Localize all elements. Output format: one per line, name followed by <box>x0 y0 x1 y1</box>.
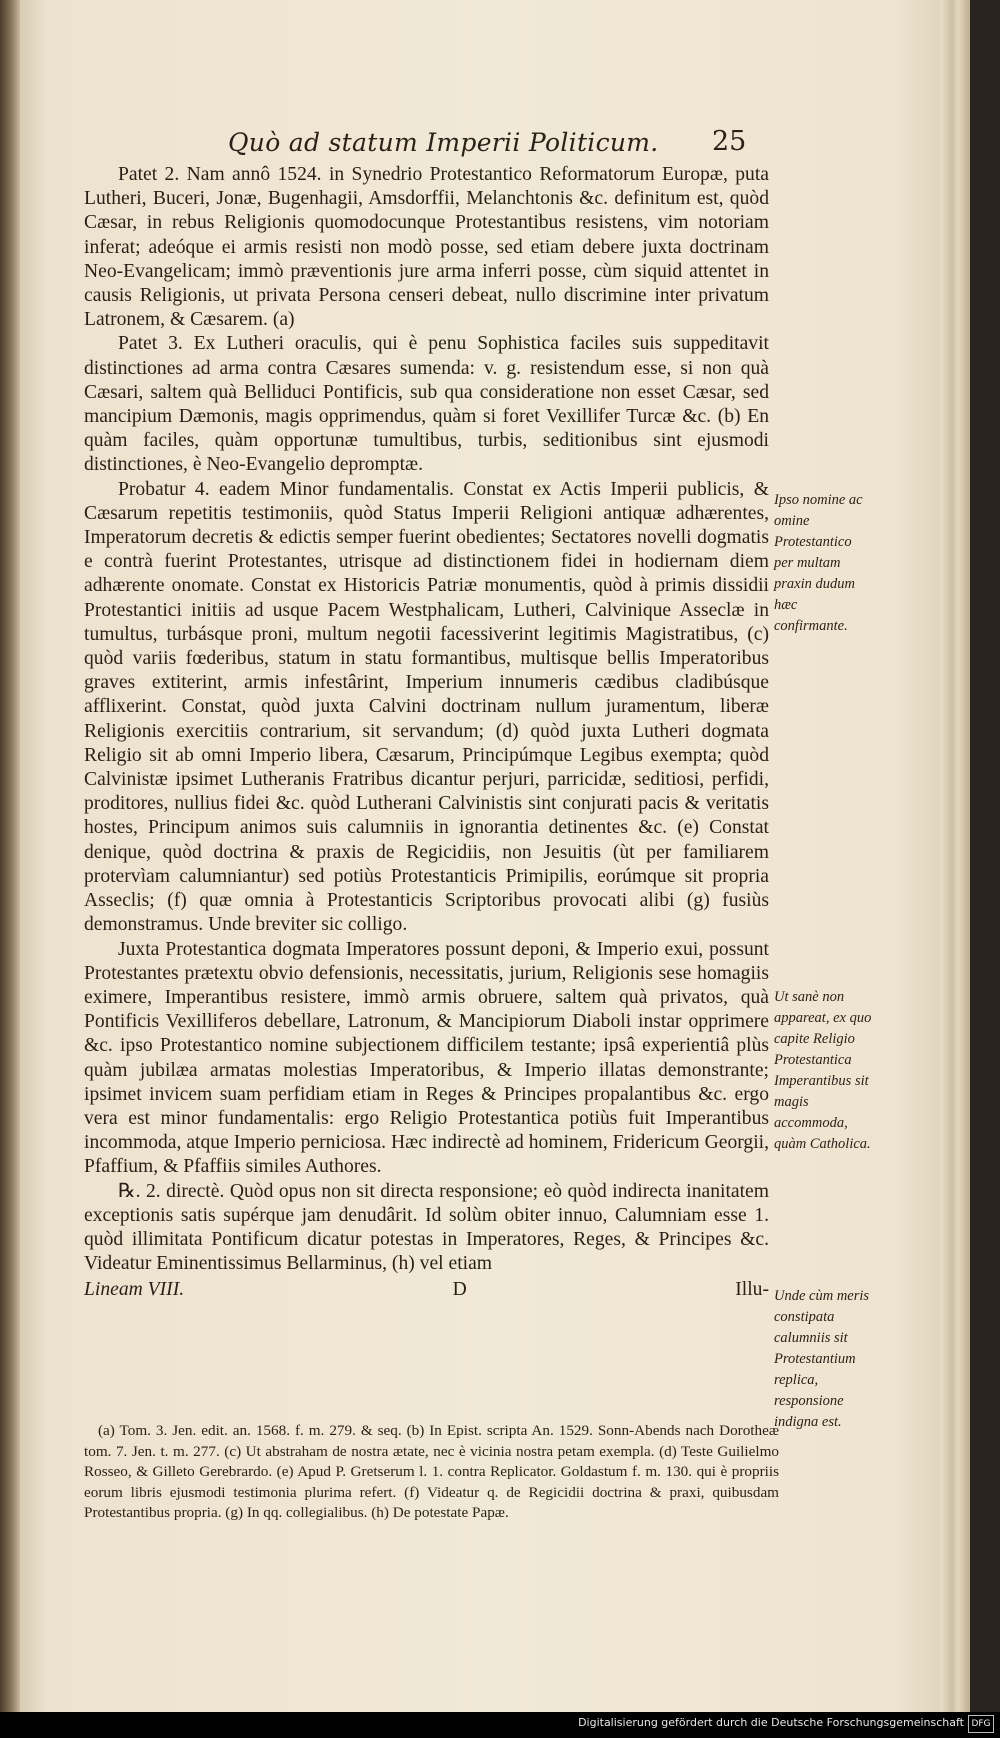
paragraph: Patet 2. Nam annô 1524. in Synedrio Protestantico Reformatorum Europæ, puta Lutheri, Buceri, Jonæ, Bugenhagii, Amsdorffii, Melanchtonis &c. definitum est, quòd Cæsar, in rebus Religionis quomodocunque Protestantibus resistens, vim notoriam inferat; adeóque ei armis resisti non modò posse, sed etiam debere juxta doctrinam Neo-Evangelicam; immò præventionis jure arma inferri posse, cùm siquid attentet in causis Religionis, ut privata Persona censeri debeat, nullo discrimine inter privatum Latronem, & Cæsarem. (a) <box>84 164 769 331</box>
dfg-logo: DFG <box>968 1715 994 1733</box>
footnotes <box>84 1421 779 1524</box>
margin-note: Unde cùm meris constipata calumniis sit Protestantium replica, responsione indigna est. <box>774 1288 870 1430</box>
page-fore-edge <box>940 0 970 1712</box>
margin-note: Ut sanè non appareat, ex quo capite Religio Protestantica Imperantibus sit magis accommoda, quàm Catholica. <box>774 989 872 1152</box>
page-number: 25 <box>712 126 747 157</box>
funding-credit: Digitalisierung gefördert durch die Deutsche Forschungsgemeinschaft <box>578 1716 964 1729</box>
paragraph: ℞. 2. directè. Quòd opus non sit directa responsione; eò quòd indirecta inanitatem exceptionis satis supérque jam denudârit. Id solùm obiter innuo, Calumniam esse 1. quòd illimitata Pontificum dicatur potestas in Imperatores, Reges, & Principes &c. Videatur Eminentissimus Bellarminus, (h) vel etiam <box>84 1180 769 1275</box>
main-text <box>84 163 769 1303</box>
catchword: Illu- <box>735 1279 769 1301</box>
margin-note: Ipso nomine ac omine Protestantico per multam praxin dudum hæc confirmante. <box>774 492 863 634</box>
paragraph: Probatur 4. eadem Minor fundamentalis. Constat ex Actis Imperii publicis, & Cæsarum repetitis testimoniis, quòd Status Imperii Religioni antiquæ adhærentes, Imperatorum decretis & edictis semper fuerint obedientes; Sectatores novelli dogmatis e contrà fuerint Protestantes, utrisque ad distinctionem fidei in hodiernam diem adhærente onomate. Constat ex Historicis Patriæ monumentis, quòd à primis dissidii Protestantici initiis ad usque Pacem Westphalicam, Lutheri, Calvinique Asseclæ in tumultus, turbásque proni, multum negotii facessiverint legitimis Magistratibus, (c) quòd variis fœderibus, statum in statu formantibus, multisque bellis Imperatoribus graves extiterint, armis infestârint, Imperium innumeris cædibus cladibúsque afflixerint. Constat, quòd juxta Calvini doctrinam nullum juramentum, liberæ Religionis exercitiis contrarium, sit servandum; (d) quòd juxta Lutheri dogmata Religio sit ab omni Imperio libera, Cæsarum, Principúmque Legibus exempta; quòd Calvinistæ ipsimet Lutheranis Fratribus dicantur perjuri, parricidæ, seditiosi, perfidi, proditores, nullius fidei &c. quòd Lutherani Calvinistis sint conjurati pacis & veritatis hostes, Principum animos suis calumniis in ignorantia detinentes &c. (e) Constat denique, quòd doctrina & praxis de Regicidiis, non Jesuitis (ùt per familiarem protervìam calumniantur) sed potiùs Protestanticis Primipilis, eorúmque sit propria Asseclis; (f) quæ omnia à Protestanticis Scriptoribus provocati alibi (g) fusiùs demonstramus. Unde breviter sic colligo. <box>84 478 769 936</box>
book-gutter <box>0 0 20 1712</box>
footnote-block: (a) Tom. 3. Jen. edit. an. 1568. f. m. 279. & seq. (b) In Epist. scripta An. 1529. Sonn-Abends nach Dorotheæ tom. 7. Jen. t. m. 277. (c) Ut abstraham de nostra ætate, nec è vicinia nostra petam exempla. (d) Teste Guilielmo Rosseo, & Gilleto Gerebrardo. (e) Apud P. Gretserum l. 1. contra Replicator. Goldastum f. m. 130. qui è propriis eorum libris ejusmodi testimonia plurima refert. (f) Videatur q. de Regicidii doctrina & praxi, quibusdam Protestantibus propria. (g) In qq. collegialibus. (h) De potestate Papæ. <box>84 1422 779 1522</box>
catchword-left: Lineam VIII. <box>84 1279 185 1301</box>
paragraph: Juxta Protestantica dogmata Imperatores possunt deponi, & Imperio exui, possunt Protestantes prætextu obvio defensionis, necessitatis, jurium, Religionis sese homagiis eximere, Imperantibus resistere, immò armis obruere, saltem quà privatos, quà Pontificis Vexilliferos debellare, Latronum, & Mancipiorum Diaboli instar opprimere &c. ipso Protestantico nomine subjectionem difficilem testante; ipsâ experientiâ plùs quàm jubilæa armatas molestias Imperatoribus, & Imperio illatas demonstrante; ipsimet invicem suam perfidiam etiam in Reges & Principes propalantibus &c. ergo vera est minor fundamentalis: ergo Religio Protestantica potiùs fuit Imperantibus incommoda, atque Imperio perniciosa. Hæc indirectè ad hominem, Fridericum Georgii, Pfaffium, & Pfaffiis similes Authores. <box>84 938 769 1178</box>
signature-mark: D <box>452 1279 467 1301</box>
running-head: Quò ad statum Imperii Politicum. <box>228 128 659 157</box>
signature-line <box>84 1278 769 1302</box>
paragraph: Patet 3. Ex Lutheri oraculis, qui è penu Sophistica faciles suis suppeditavit distinctiones ad arma contra Cæsares sumenda: v. g. resistendum esse, si non quà Cæsari, saltem quà Belliduci Pontificis, sub qua consideratione non esset Cæsar, sed mancipium Dæmonis, magis opprimendus, quàm si foret Vexillifer Turcæ &c. (b) En quàm faciles, quàm opportunæ tumultibus, turbis, seditionibus sint ejusmodi distinctiones, è Neo-Evangelio depromptæ. <box>84 333 769 476</box>
